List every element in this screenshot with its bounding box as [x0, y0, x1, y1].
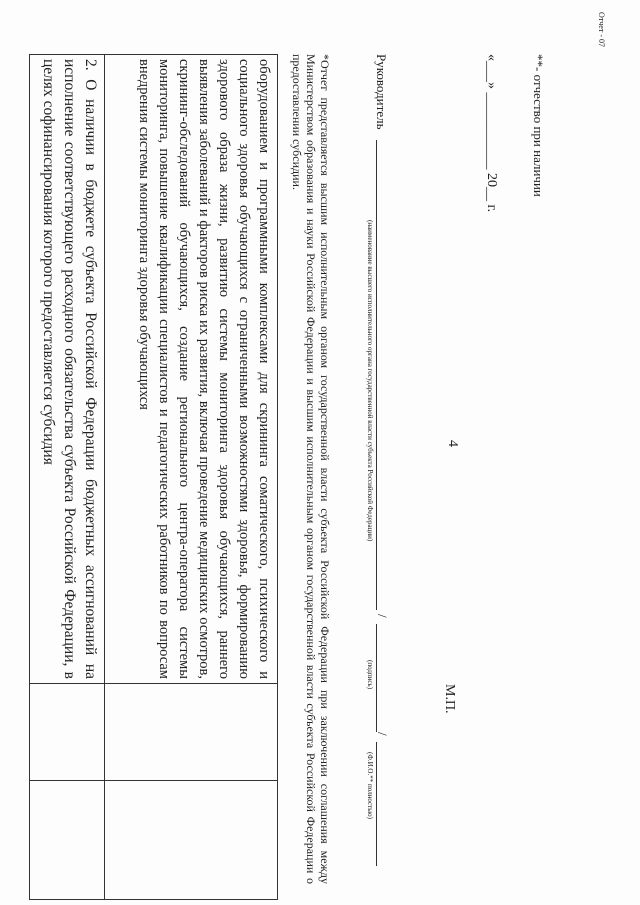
- table-row: [105, 55, 278, 900]
- slash-1: /: [375, 614, 390, 618]
- table-cell: [30, 781, 105, 900]
- head-caption: (наименование высшего исполнительного органа государственной власти субъекта Российской Федерации): [366, 220, 374, 542]
- slash-2: /: [375, 732, 390, 736]
- date-line: «___» ___________ 20__ г.: [484, 54, 499, 213]
- sign-caption: (подпись): [366, 660, 374, 690]
- name-line: [376, 742, 377, 866]
- table-row: [30, 55, 105, 900]
- seal-mark: М.П.: [442, 684, 457, 714]
- table-cell: [105, 781, 278, 900]
- head-line: [376, 140, 377, 610]
- head-label: Руководитель: [374, 54, 389, 130]
- sign-line: [376, 624, 377, 732]
- table-cell: [30, 684, 105, 781]
- page-number: 4: [445, 440, 460, 447]
- footer-code: Отчет - 07: [597, 12, 606, 48]
- table-cell: [105, 55, 278, 684]
- name-caption: (Ф.И.О.** полностью): [366, 752, 374, 819]
- report-table: [29, 54, 278, 900]
- table-cell: [105, 684, 278, 781]
- row1-text: оборудованием и программными комплексами для скрининга соматического, психического и социального здоровья обучающихся с ограниченными возможностями здоровья, формированию здорового образа жизни, развитию системы мониторинга здоровья обучающихся, раннего выявления заболеваний и факторов риска их развития, включая проведение медицинских осмотров, скрининг-обследований обучающихся, создание регионального центра-оператора системы мониторинга, повышение квалификации специалистов и педагогических работников по вопросам внедрения системы мониторинга здоровья обучающихся: [136, 59, 272, 679]
- patronymic-note: **- отчество при наличии: [531, 54, 546, 197]
- row2-text: 2. О наличии в бюджете субъекта Российской Федерации бюджетных ассигнований на исполнение соответствующего расходного обязательства субъекта Российской Федерации, в целях софинансирования которого предоставляется субсидия: [40, 59, 99, 679]
- table-cell: [30, 55, 105, 684]
- footnote: *Отчет представляется высшим исполнительным органом государственной власти субъекта Российской Федерации при заключении соглашения между Министерством образования и науки Российской Федерации и высшим исполнительным органом государственной власти субъекта Российской Федерации о предоставлении субсидии.: [290, 54, 332, 884]
